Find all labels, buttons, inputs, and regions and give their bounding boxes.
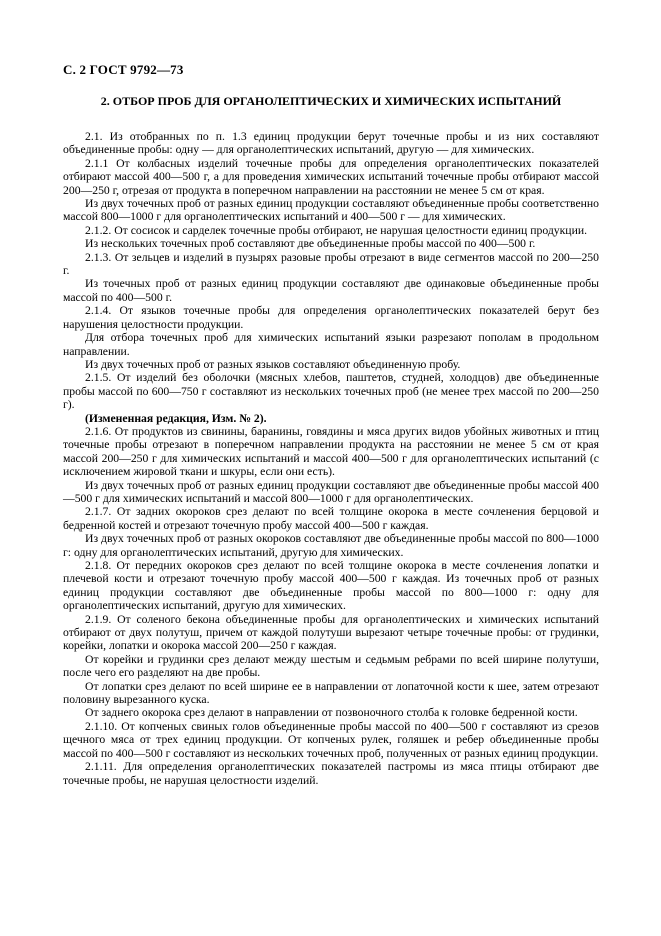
paragraph-2-1-7: 2.1.7. От задних окороков срез делают по всей толщине окорока в месте сочленения берцовой и бедренной костей и отрезают точечную пробу массой 400—500 г каждая. (63, 505, 599, 532)
paragraph-2-1-4-note-2: Из двух точечных проб от разных языков составляют объединенную пробу. (85, 357, 461, 371)
paragraph-2-1-2-note: Из нескольких точечных проб составляют две объединенные пробы массой по 400—500 г. (85, 237, 536, 251)
paragraph-2-1-5: 2.1.5. От изделий без оболочки (мясных хлебов, паштетов, студней, холодцов) две объединенные пробы массой по 600—750 г составляют из нескольких точечных проб (не менее трех массой по 200—250 г). (63, 371, 599, 412)
paragraph-amendment-note: (Измененная редакция, Изм. № 2). (85, 411, 267, 425)
paragraph-2-1-1-note: Из двух точечных проб от разных единиц продукции составляют объединенные пробы соответственно массой 800—1000 г для органолептических испытаний и 400—500 г — для химических. (63, 197, 599, 224)
paragraph-2-1-7-note: Из двух точечных проб от разных окороков составляют две объединенные пробы массой по 800—1000 г: одну для органолептических испытаний, другую для химических. (63, 532, 599, 559)
paragraph-2-1-3-note: Из точечных проб от разных единиц продукции составляют две одинаковые объединенные пробы массой по 400—500 г. (63, 277, 599, 304)
paragraph-2-1: 2.1. Из отобранных по п. 1.3 единиц продукции берут точечные пробы и из них составляют объединенные пробы: одну — для органолептических испытаний, другую — для химических. (63, 130, 599, 157)
paragraph-2-1-2: 2.1.2. От сосисок и сарделек точечные пробы отбирают, не нарушая целостности единиц продукции. (85, 223, 587, 237)
section-title: 2. ОТБОР ПРОБ ДЛЯ ОРГАНОЛЕПТИЧЕСКИХ И ХИМИЧЕСКИХ ИСПЫТАНИЙ (100, 94, 562, 108)
paragraph-2-1-9: 2.1.9. От соленого бекона объединенные пробы для органолептических и химических испытаний отбирают от двух полутуш, причем от каждой полутуши вырезают четыре точечные пробы: от грудинки, корейки, лопатки и окорока массой 200—250 г каждая. (63, 612, 599, 653)
paragraph-2-1-9-note-3: От заднего окорока срез делают в направлении от позвоночного столба к головке бедренной кости. (85, 706, 578, 720)
paragraph-2-1-1: 2.1.1 От колбасных изделий точечные пробы для определения органолептических показателей отбирают массой 400—500 г, а для проведения химических испытаний точечные пробы отбирают массой 200—250 г, отрезая от продукта в поперечном направлении на расстоянии не менее 5 см от края. (63, 156, 599, 197)
paragraph-2-1-10: 2.1.10. От копченых свиных голов объединенные пробы массой по 400—500 г составляют из срезов щечного мяса от трех единиц продукции. От копченых рулек, голяшек и ребер объединенные пробы массой по 400—500 г составляют из нескольких точечных проб, полученных от разных единиц продукции. (63, 719, 599, 760)
paragraph-2-1-4-note-1: Для отбора точечных проб для химических испытаний языки разрезают пополам в продольном направлении. (63, 331, 599, 358)
paragraph-2-1-8: 2.1.8. От передних окороков срез делают по всей толщине окорока в месте сочленения лопатки и плечевой кости и отрезают точечную пробу массой 400—500 г каждая. Из точечных проб от разных единиц продукции составляют две объединенные пробы массой по 800—1000 г: одну для органолептических испытаний, другую для химических. (63, 559, 599, 613)
paragraph-2-1-6: 2.1.6. От продуктов из свинины, баранины, говядины и мяса других видов убойных животных и птиц точечные пробы отрезают в поперечном направлении продукта на расстоянии не менее 5 см от края массой 200—250 г для химических испытаний и массой 400—500 г для органолептических испытаний (с исключением жировой ткани и шкуры, если они есть). (63, 424, 599, 479)
page-header: С. 2 ГОСТ 9792—73 (63, 62, 184, 77)
paragraph-2-1-4: 2.1.4. От языков точечные пробы для определения органолептических показателей берут без нарушения целостности продукции. (63, 304, 599, 331)
document-body (63, 130, 599, 787)
paragraph-2-1-11: 2.1.11. Для определения органолептических показателей пастромы из мяса птицы отбирают две точечные пробы, не нарушая целостности изделий. (63, 760, 599, 787)
paragraph-2-1-9-note-2: От лопатки срез делают по всей ширине ее в направлении от лопаточной кости к шее, затем отрезают половину вырезанного куска. (63, 679, 599, 707)
paragraph-2-1-3: 2.1.3. От зельцев и изделий в пузырях разовые пробы отрезают в виде сегментов массой по 200—250 г. (63, 250, 599, 278)
paragraph-2-1-6-note: Из двух точечных проб от разных единиц продукции составляют две объединенные пробы массой 400—500 г для химических испытаний и массой 800—1000 г для органолептических. (63, 478, 599, 505)
paragraph-2-1-9-note-1: От корейки и грудинки срез делают между шестым и седьмым ребрами по всей ширине полутуши, после чего его разделяют на две пробы. (63, 652, 599, 680)
